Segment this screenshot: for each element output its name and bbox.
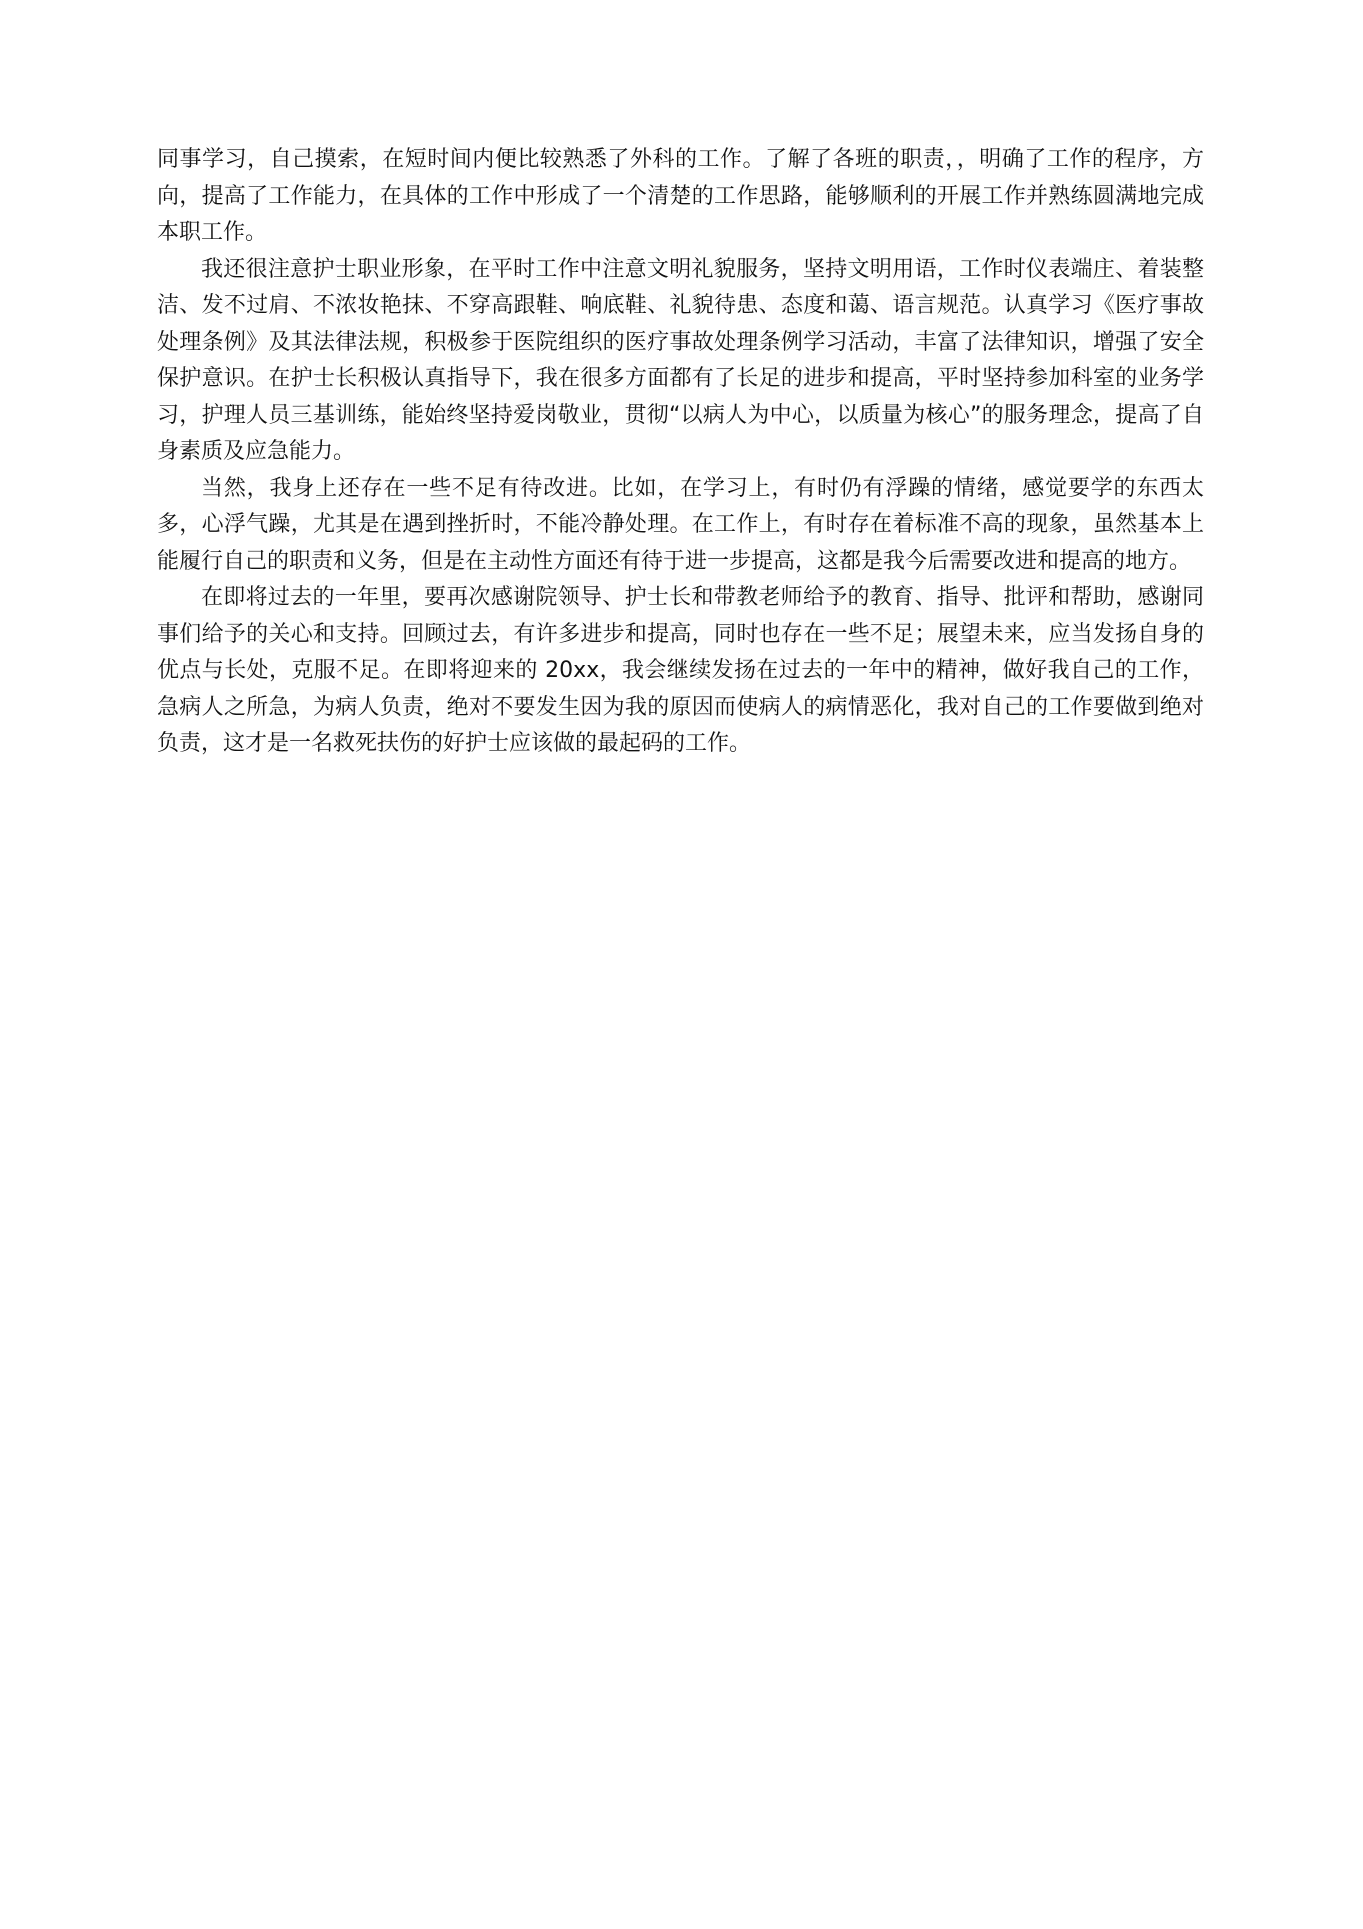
paragraph-3: 当然，我身上还存在一些不足有待改进。比如，在学习上，有时仍有浮躁的情绪，感觉要学的东西太多，心浮气躁，尤其是在遇到挫折时，不能冷静处理。在工作上，有时存在着标准不高的现象，虽然基本上能履行自己的职责和义务，但是在主动性方面还有待于进一步提高，这都是我今后需要改进和提高的地方。 xyxy=(157,475,1204,574)
paragraph-4: 在即将过去的一年里，要再次感谢院领导、护士长和带教老师给予的教育、指导、批评和帮助，感谢同事们给予的关心和支持。回顾过去，有许多进步和提高，同时也存在一些不足；展望未来，应当发扬自身的优点与长处，克服不足。在即将迎来的 20xx，我会继续发扬在过去的一年中的精神，做好我自己的工作，急病人之所急，为病人负责，绝对不要发生因为我的原因而使病人的病情恶化，我对自己的工作要做到绝对负责，这才是一名救死扶伤的好护士应该做的最起码的工作。 xyxy=(157,585,1204,756)
paragraph-2: 我还很注意护士职业形象，在平时工作中注意文明礼貌服务，坚持文明用语，工作时仪表端庄、着装整洁、发不过肩、不浓妆艳抹、不穿高跟鞋、响底鞋、礼貌待患、态度和蔼、语言规范。认真学习《医疗事故处理条例》及其法律法规，积极参于医院组织的医疗事故处理条例学习活动，丰富了法律知识，增强了安全保护意识。在护士长积极认真指导下，我在很多方面都有了长足的进步和提高，平时坚持参加科室的业务学习，护理人员三基训练，能始终坚持爱岗敬业，贯彻“以病人为中心，以质量为核心”的服务理念，提高了自身素质及应急能力。 xyxy=(157,256,1204,464)
paragraph-1: 同事学习，自己摸索，在短时间内便比较熟悉了外科的工作。了解了各班的职责，，明确了工作的程序，方向，提高了工作能力，在具体的工作中形成了一个清楚的工作思路，能够顺利的开展工作并熟练圆满地完成本职工作。 xyxy=(157,147,1204,245)
document-body xyxy=(157,142,1204,763)
